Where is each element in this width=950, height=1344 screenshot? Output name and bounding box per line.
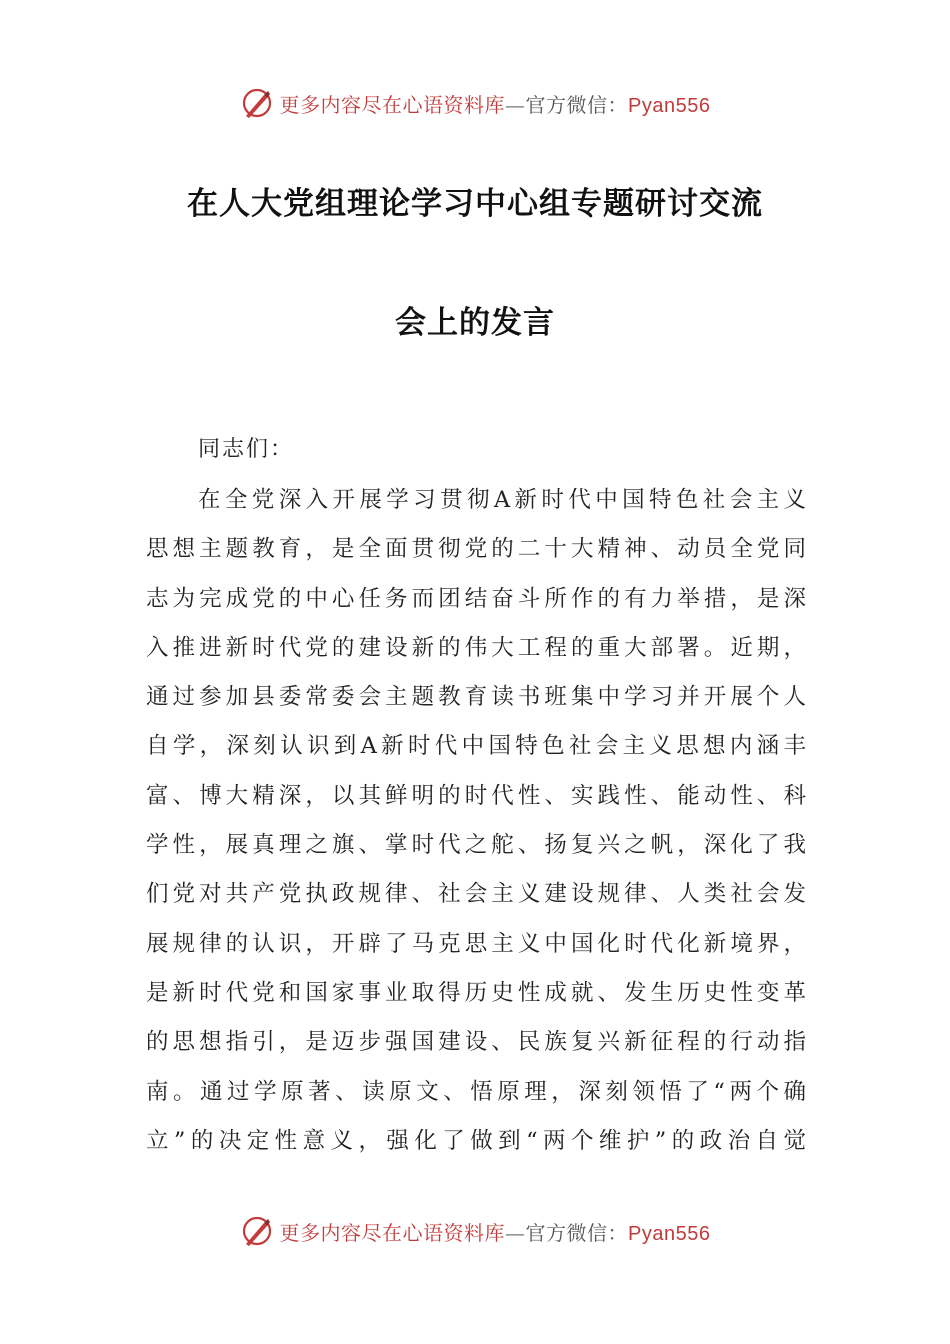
pen-circle-icon — [240, 86, 274, 120]
watermark-official-label: 官方微信： — [525, 1220, 629, 1245]
body-line: 的思想指引，是迈步强国建设、民族复兴新征程的行动指 — [146, 1029, 806, 1056]
body-line: 南。通过学原著、读原文、悟原理，深刻领悟了“两个确 — [146, 1078, 806, 1105]
body-paragraph — [146, 476, 806, 1166]
body-line: 入推进新时代党的建设新的伟大工程的重大部署。近期， — [146, 634, 806, 661]
watermark-separator: — — [505, 1220, 526, 1245]
greeting: 同志们： — [198, 437, 295, 462]
body-line: 展规律的认识，开辟了马克思主义中国化时代化新境界， — [146, 930, 806, 957]
watermark-wechat-id: Pyan556 — [628, 94, 711, 117]
pen-circle-icon — [240, 1214, 274, 1248]
watermark-separator: — — [505, 92, 526, 117]
body-line: 在全党深入开展学习贯彻A新时代中国特色社会主义 — [198, 487, 806, 513]
watermark-slogan: 更多内容尽在心语资料库 — [279, 92, 506, 117]
document-title-line-1: 在人大党组理论学习中心组专题研讨交流 — [187, 186, 763, 222]
watermark-official-label: 官方微信： — [525, 92, 629, 117]
body-line: 富、博大精深，以其鲜明的时代性、实践性、能动性、科 — [146, 782, 806, 809]
body-line: 立”的决定性意义，强化了做到“两个维护”的政治自觉 — [146, 1127, 806, 1154]
header-watermark — [0, 83, 950, 123]
body-line: 思想主题教育，是全面贯彻党的二十大精神、动员全党同 — [146, 536, 806, 563]
body-line: 自学，深刻认识到A新时代中国特色社会主义思想内涵丰 — [146, 733, 806, 760]
body-line: 志为完成党的中心任务而团结奋斗所作的有力举措，是深 — [146, 585, 806, 612]
watermark-wechat-id: Pyan556 — [628, 1222, 711, 1245]
watermark-slogan: 更多内容尽在心语资料库 — [279, 1220, 506, 1245]
body-line: 是新时代党和国家事业取得历史性成就、发生历史性变革 — [146, 979, 806, 1006]
footer-watermark — [0, 1211, 950, 1251]
body-line: 通过参加县委常委会主题教育读书班集中学习并开展个人 — [146, 684, 806, 711]
body-line: 学性，展真理之旗、掌时代之舵、扬复兴之帆，深化了我 — [146, 832, 806, 859]
watermark-text — [280, 1217, 711, 1246]
body-line: 们党对共产党执政规律、社会主义建设规律、人类社会发 — [146, 881, 806, 908]
document-title-line-2: 会上的发言 — [395, 305, 555, 341]
watermark-text — [280, 89, 711, 118]
